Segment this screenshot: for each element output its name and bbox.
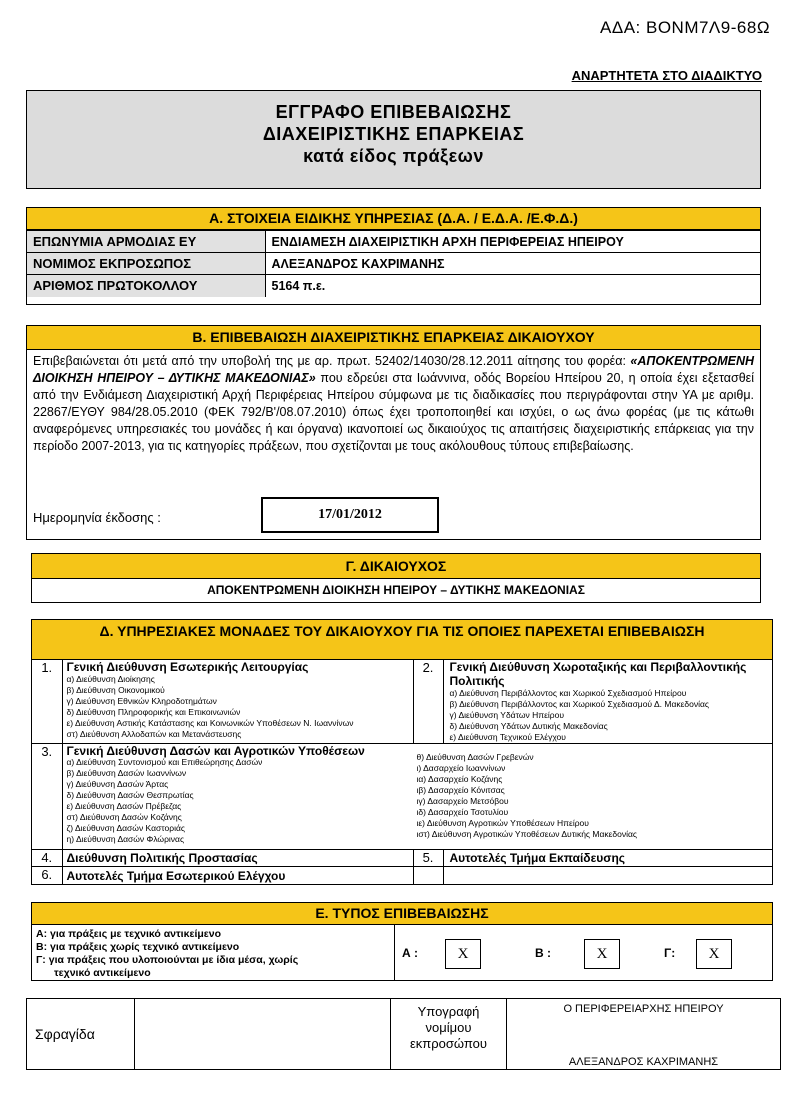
section-a (26, 207, 761, 305)
title-line-3: κατά είδος πράξεων (303, 146, 484, 166)
list-item: γ) Διεύθυνση Δασών Άρτας (66, 779, 169, 789)
unit-1 (62, 660, 413, 744)
empty-cell (443, 867, 772, 885)
units-table (32, 660, 772, 885)
type-c-checkbox[interactable]: X (696, 939, 732, 969)
list-item: ιγ) Δασαρχείο Μετσόβου (416, 796, 509, 806)
confirmation-types-list (32, 925, 395, 981)
table-row (32, 660, 772, 744)
beneficiary-value: ΑΠΟΚΕΝΤΡΩΜΕΝΗ ΔΙΟΙΚΗΣΗ ΗΠΕΙΡΟΥ – ΔΥΤΙΚΗΣ ΜΑΚΕΔΟΝΙΑΣ (207, 583, 585, 597)
table-row (32, 867, 772, 885)
list-item: δ) Διεύθυνση Υδάτων Δυτικής Μακεδονίας (449, 721, 608, 731)
list-item: θ) Διεύθυνση Δασών Γρεβενών (416, 752, 534, 762)
unit-3 (62, 744, 772, 850)
protocol-number-label: ΑΡΙΘΜΟΣ ΠΡΩΤΟΚΟΛΛΟΥ (27, 275, 265, 297)
unit-4-number: 4. (32, 850, 62, 867)
document-title (26, 90, 761, 189)
unit-3-right-list (417, 752, 638, 840)
signature-label (391, 999, 507, 1069)
unit-2-number: 2. (413, 660, 443, 744)
posted-online-note: ΑΝΑΡΤΗΤΕΤΑ ΣΤΟ ΔΙΑΔΙΚΤΥΟ (571, 68, 762, 83)
section-b-header: Β. ΕΠΙΒΕΒΑΙΩΣΗ ΔΙΑΧΕΙΡΙΣΤΙΚΗΣ ΕΠΑΡΚΕΙΑΣ ΔΙΚΑΙΟΥΧΟΥ (27, 326, 760, 350)
list-item: γ) Διεύθυνση Υδάτων Ηπείρου (449, 710, 564, 720)
list-item: ε) Διεύθυνση Τεχνικού Ελέγχου (449, 732, 566, 742)
unit-5-title: Αυτοτελές Τμήμα Εκπαίδευσης (443, 850, 772, 867)
agency-name-label: ΕΠΩΝΥΜΙΑ ΑΡΜΟΔΙΑΣ ΕΥ (27, 231, 265, 253)
list-item: ε) Διεύθυνση Αστικής Κατάστασης και Κοινωνικών Υποθέσεων Ν. Ιωαννίνων (66, 718, 354, 728)
type-b-label: Β : (535, 946, 551, 960)
signature-block (26, 998, 781, 1070)
official-name: ΑΛΕΞΑΝΔΡΟΣ ΚΑΧΡΙΜΑΝΗΣ (568, 1056, 719, 1068)
list-item: β) Διεύθυνση Περιβάλλοντος και Χωρικού Σχεδιασμού Δ. Μακεδονίας (449, 699, 710, 709)
list-item: ε) Διεύθυνση Δασών Πρέβεζας (66, 801, 182, 811)
table-row (27, 253, 760, 275)
section-e-header: Ε. ΤΥΠΟΣ ΕΠΙΒΕΒΑΙΩΣΗΣ (32, 903, 772, 925)
list-item: στ) Διεύθυνση Αλλοδαπών και Μετανάστευσης (66, 729, 242, 739)
list-item: α) Διεύθυνση Συντονισμού και Επιθεώρησης Δασών (66, 757, 263, 767)
list-item: ιστ) Διεύθυνση Αγροτικών Υποθέσεων Δυτικής Μακεδονίας (416, 829, 638, 839)
unit-2 (443, 660, 772, 744)
signature-label-line-2: νομίμου (425, 1020, 472, 1035)
section-e (31, 902, 773, 981)
unit-1-title: Γενική Διεύθυνση Εσωτερικής Λειτουργίας (66, 660, 309, 674)
list-item: στ) Διεύθυνση Δασών Κοζάνης (66, 812, 182, 822)
section-c (31, 553, 761, 603)
unit-5-number: 5. (413, 850, 443, 867)
type-c-description-cont: τεχνικό αντικείμενο (54, 967, 151, 979)
confirmation-text-end: που εδρεύει στα Ιωάννινα, οδός Βορείου Ηπείρου 20, η οποία έχει εξετασθεί από την Ενδιάμεση Διαχειριστική Αρχή Περιφέρειας Ηπείρου σύμφωνα με τις διαδικασίες που περιγράφονται στην ΥΑ με αριθμ. 22867/ΕΥΘΥ 984/28.05.2010 (ΦΕΚ 792/Β'/08.07.2010) όπως έχει τροποποιηθεί και ισχύει, ο ως άνω φορέας (με τις κάτωθι αναφερόμενες υπηρεσιακές του μονάδες ή και όργανα) ικανοποιεί ως δικαιούχος τις απαιτήσεις διαχειριστικής επάρκειας για την περίοδο 2007-2013, για τις κατηγορίες πράξεων, που σχετίζονται με τους ακόλουθους τύπους επιβεβαίωσης. (33, 371, 754, 453)
table-row (27, 231, 760, 253)
section-d-header: Δ. ΥΠΗΡΕΣΙΑΚΕΣ ΜΟΝΑΔΕΣ ΤΟΥ ΔΙΚΑΙΟΥΧΟΥ ΓΙΑ ΤΙΣ ΟΠΟΙΕΣ ΠΑΡΕΧΕΤΑΙ ΕΠΙΒΕΒΑΙΩΣΗ (32, 620, 772, 660)
list-item: γ) Διεύθυνση Εθνικών Κληροδοτημάτων (66, 696, 217, 706)
type-c-label: Γ: (664, 946, 676, 960)
legal-representative-value: ΑΛΕΞΑΝΔΡΟΣ ΚΑΧΡΙΜΑΝΗΣ (265, 253, 760, 275)
beneficiary-name-inline: «ΑΠΟΚΕΝΤΡΩΜΕΝΗ ΔΙΟΙΚΗΣΗ ΗΠΕΙΡΟΥ – ΔΥΤΙΚΗΣ ΜΑΚΕΔΟΝΙΑΣ» (33, 354, 754, 385)
table-row (32, 850, 772, 867)
ada-code: ΑΔΑ: ΒΟΝΜ7Λ9-68Ω (600, 18, 771, 37)
issue-date-value: 17/01/2012 (261, 497, 439, 533)
stamp-area (135, 999, 391, 1069)
list-item: α) Διεύθυνση Περιβάλλοντος και Χωρικού Σχεδιασμού Ηπείρου (449, 688, 687, 698)
legal-representative-label: ΝΟΜΙΜΟΣ ΕΚΠΡΟΣΩΠΟΣ (27, 253, 265, 275)
type-a-description: Α: για πράξεις με τεχνικό αντικείμενο (36, 928, 222, 940)
list-item: ια) Δασαρχείο Κοζάνης (416, 774, 503, 784)
title-line-1: ΕΓΓΡΑΦΟ ΕΠΙΒΕΒΑΙΩΣΗΣ (275, 102, 512, 122)
section-c-header: Γ. ΔΙΚΑΙΟΥΧΟΣ (32, 554, 760, 579)
unit-3-title: Γενική Διεύθυνση Δασών και Αγροτικών Υποθέσεων (66, 744, 365, 758)
unit-3-left-list (67, 757, 263, 845)
unit-6-title: Αυτοτελές Τμήμα Εσωτερικού Ελέγχου (62, 867, 413, 885)
unit-1-number: 1. (32, 660, 62, 744)
section-b (26, 325, 761, 540)
list-item: η) Διεύθυνση Δασών Φλώρινας (66, 834, 185, 844)
issue-date-label: Ημερομηνία έκδοσης : (33, 510, 161, 525)
list-item: ιβ) Δασαρχείο Κόνιτσας (416, 785, 505, 795)
table-row (27, 275, 760, 297)
stamp-label: Σφραγίδα (27, 999, 135, 1069)
list-item: α) Διεύθυνση Διοίκησης (66, 674, 155, 684)
official-title: Ο ΠΕΡΙΦΕΡΕΙΑΡΧΗΣ ΗΠΕΙΡΟΥ (563, 1003, 724, 1015)
list-item: δ) Διεύθυνση Πληροφορικής και Επικοινωνιών (66, 707, 241, 717)
empty-cell (413, 867, 443, 885)
signature-area (507, 999, 780, 1069)
list-item: β) Διεύθυνση Οικονομικού (66, 685, 165, 695)
section-a-table (27, 230, 760, 297)
unit-6-number: 6. (32, 867, 62, 885)
list-item: ιε) Διεύθυνση Αγροτικών Υποθέσεων Ηπείρου (416, 818, 589, 828)
list-item: β) Διεύθυνση Δασών Ιωαννίνων (66, 768, 187, 778)
table-row (32, 744, 772, 850)
type-b-description: Β: για πράξεις χωρίς τεχνικό αντικείμενο (36, 941, 240, 953)
list-item: ιδ) Δασαρχείο Τσοτυλίου (416, 807, 509, 817)
type-b-checkbox[interactable]: X (584, 939, 620, 969)
section-d (31, 619, 773, 885)
unit-3-number: 3. (32, 744, 62, 850)
confirmation-text (27, 350, 760, 458)
unit-2-title: Γενική Διεύθυνση Χωροταξικής και Περιβαλλοντικής Πολιτικής (449, 660, 747, 688)
type-a-checkbox[interactable]: X (445, 939, 481, 969)
agency-name-value: ΕΝΔΙΑΜΕΣΗ ΔΙΑΧΕΙΡΙΣΤΙΚΗ ΑΡΧΗ ΠΕΡΙΦΕΡΕΙΑΣ ΗΠΕΙΡΟΥ (265, 231, 760, 253)
signature-label-line-3: εκπροσώπου (409, 1036, 487, 1051)
protocol-number-value: 5164 π.ε. (265, 275, 760, 297)
confirmation-text-start: Επιβεβαιώνεται ότι μετά από την υποβολή της με αρ. πρωτ. 52402/14030/28.12.2011 αίτησης του φορέα: (33, 354, 631, 368)
type-a-label: Α : (402, 946, 418, 960)
section-a-header: Α. ΣΤΟΙΧΕΙΑ ΕΙΔΙΚΗΣ ΥΠΗΡΕΣΙΑΣ (Δ.Α. / Ε.Δ.Α. /Ε.Φ.Δ.) (27, 208, 760, 230)
list-item: δ) Διεύθυνση Δασών Θεσπρωτίας (66, 790, 194, 800)
type-c-description: Γ: για πράξεις που υλοποιούνται με ίδια μέσα, χωρίς (36, 954, 299, 966)
unit-4-title: Διεύθυνση Πολιτικής Προστασίας (62, 850, 413, 867)
list-item: ι) Δασαρχείο Ιωαννίνων (416, 763, 506, 773)
title-line-2: ΔΙΑΧΕΙΡΙΣΤΙΚΗΣ ΕΠΑΡΚΕΙΑΣ (262, 124, 525, 144)
list-item: ζ) Διεύθυνση Δασών Καστοριάς (66, 823, 185, 833)
signature-label-line-1: Υπογραφή (417, 1004, 480, 1019)
